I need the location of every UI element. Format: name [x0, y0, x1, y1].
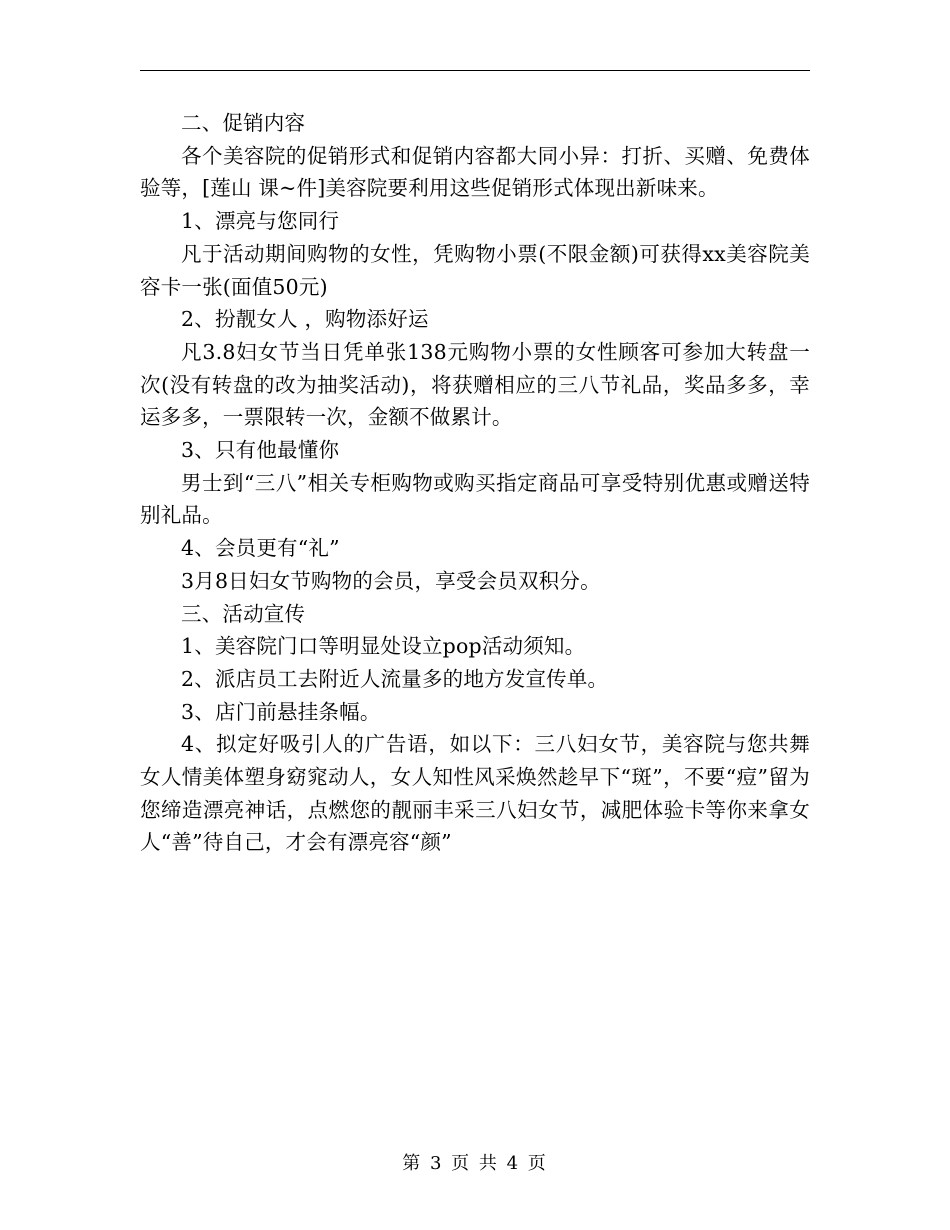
section-heading-publicity: 三、活动宣传 [181, 601, 306, 626]
paragraph-item-3: 男士到“三八”相关专柜购物或购买指定商品可享受特别优惠或赠送特别礼品。 [140, 470, 810, 528]
publicity-item-1: 1、美容院门口等明显处设立pop活动须知。 [181, 634, 586, 659]
item-heading-3: 3、只有他最懂你 [181, 438, 340, 463]
section-heading-promotion: 二、促销内容 [181, 111, 306, 135]
publicity-item-3: 3、店门前悬挂条幅。 [181, 699, 381, 724]
item-heading-1: 1、漂亮与您同行 [181, 209, 340, 234]
header-rule [140, 70, 810, 71]
publicity-item-4: 4、拟定好吸引人的广告语，如以下：三八妇女节，美容院与您共舞女人情美体塑身窈窕动人，女人知性风采焕然趁早下“斑”，不要“痘”留为您缔造漂亮神话，点燃您的靓丽丰采三八妇女节，减肥体验卡等你来拿女人“善”待自己，才会有漂亮容“颜” [140, 732, 810, 855]
paragraph-item-2: 凡3.8妇女节当日凭单张138元购物小票的女性顾客可参加大转盘一次(没有转盘的改为抽奖活动)，将获赠相应的三八节礼品，奖品多多，幸运多多，一票限转一次，金额不做累计。 [140, 339, 810, 430]
paragraph-intro: 各个美容院的促销形式和促销内容都大同小异：打折、买赠、免费体验等，[莲山 课~件]美容院要利用这些促销形式体现出新味来。 [140, 143, 810, 201]
paragraph-item-1: 凡于活动期间购物的女性，凭购物小票(不限金额)可获得xx美容院美容卡一张(面值50元) [140, 241, 810, 299]
item-heading-2: 2、扮靓女人 ，购物添好运 [181, 307, 429, 332]
item-heading-4: 4、会员更有“礼” [181, 536, 340, 561]
publicity-item-2: 2、派店员工去附近人流量多的地方发宣传单。 [181, 666, 609, 691]
page-number-footer: 第 3 页 共 4 页 [402, 1153, 548, 1174]
document-body [140, 107, 810, 859]
paragraph-item-4: 3月8日妇女节购物的会员，享受会员双积分。 [181, 568, 601, 593]
